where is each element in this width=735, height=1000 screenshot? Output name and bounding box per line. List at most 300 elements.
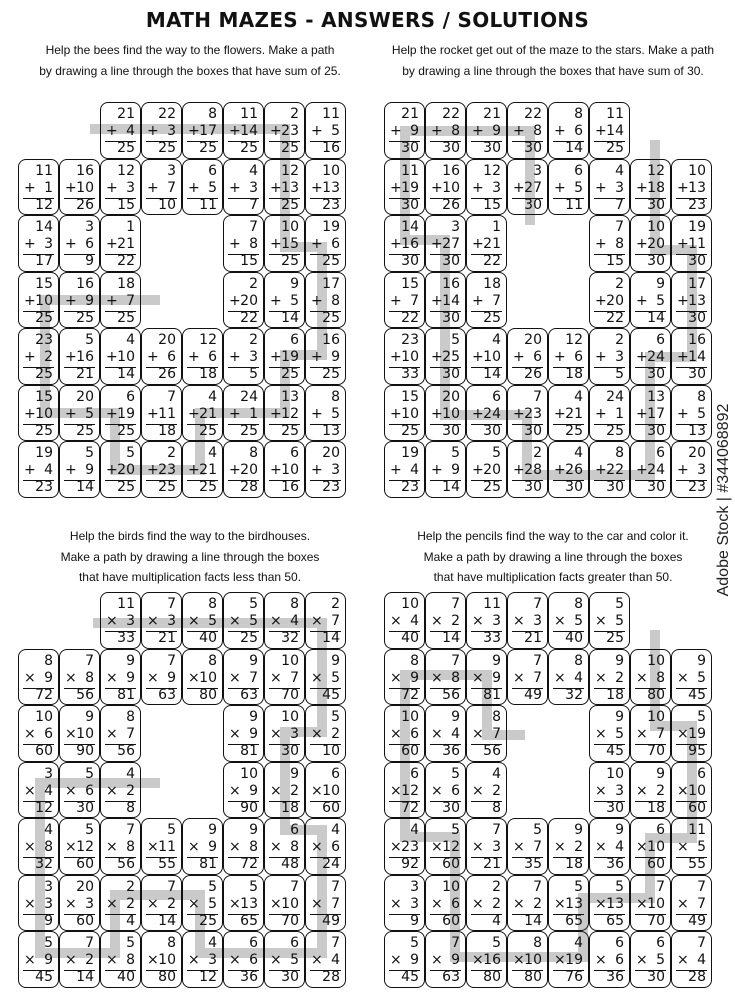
maze-cell[interactable] xyxy=(223,875,264,932)
result: 15 xyxy=(117,196,135,213)
maze-cell[interactable] xyxy=(466,705,507,762)
maze-cell[interactable] xyxy=(671,705,712,762)
instruction-line: Help the birds find the way to the birdhouses. xyxy=(69,529,311,543)
maze-cell[interactable] xyxy=(141,159,182,216)
maze-cell[interactable] xyxy=(264,649,305,706)
maze-cell[interactable] xyxy=(630,328,671,385)
second-operand: 17 xyxy=(647,405,665,422)
maze-cell[interactable] xyxy=(141,441,182,498)
result: 45 xyxy=(322,686,340,703)
result: 60 xyxy=(688,799,706,816)
operator: × xyxy=(431,613,443,629)
maze-cell[interactable] xyxy=(264,931,305,988)
second-operand: 17 xyxy=(199,123,217,139)
maze-cell[interactable] xyxy=(384,592,425,649)
second-operand: 6 xyxy=(249,952,258,968)
maze-cell[interactable] xyxy=(141,818,182,875)
maze-cell[interactable] xyxy=(100,592,141,649)
maze-cell[interactable] xyxy=(425,705,466,762)
result: 35 xyxy=(524,856,542,872)
result: 30 xyxy=(647,969,665,985)
maze-cell[interactable] xyxy=(425,931,466,988)
maze-cell[interactable] xyxy=(305,649,346,706)
maze-cell[interactable] xyxy=(671,818,712,875)
maze-cell[interactable] xyxy=(100,215,141,272)
maze-cell[interactable] xyxy=(630,875,671,932)
maze-cell[interactable] xyxy=(59,705,100,762)
maze-cell[interactable] xyxy=(548,818,589,875)
maze-cell[interactable] xyxy=(18,762,59,819)
maze-cell[interactable] xyxy=(466,649,507,706)
second-operand: 3 xyxy=(492,839,501,855)
result: 95 xyxy=(688,743,706,759)
maze-cell[interactable] xyxy=(630,705,671,762)
maze-cell[interactable] xyxy=(630,441,671,498)
maze-cell[interactable] xyxy=(18,649,59,706)
maze-cell[interactable] xyxy=(59,649,100,706)
maze-cell[interactable] xyxy=(630,272,671,329)
maze-cell[interactable] xyxy=(100,818,141,875)
first-operand: 23 xyxy=(35,332,53,348)
maze-cell[interactable] xyxy=(100,102,141,159)
maze-cell[interactable] xyxy=(100,159,141,216)
maze-3-birds-product-less-50 xyxy=(18,592,348,992)
maze-cell[interactable] xyxy=(589,762,630,819)
maze-cell[interactable] xyxy=(671,215,712,272)
operator: + xyxy=(390,462,402,478)
maze-cell[interactable] xyxy=(59,818,100,875)
maze-cell[interactable] xyxy=(264,215,305,272)
maze-cell[interactable] xyxy=(384,705,425,762)
second-operand: 2 xyxy=(126,895,135,912)
maze-cell[interactable] xyxy=(305,705,346,762)
maze-cell[interactable] xyxy=(223,931,264,988)
maze-cell[interactable] xyxy=(384,385,425,442)
maze-cell[interactable] xyxy=(589,102,630,159)
result: 18 xyxy=(565,366,583,382)
maze-cell[interactable] xyxy=(18,441,59,498)
maze-cell[interactable] xyxy=(182,592,223,649)
maze-cell[interactable] xyxy=(141,592,182,649)
maze-cell[interactable] xyxy=(548,592,589,649)
maze-cell[interactable] xyxy=(425,159,466,216)
maze-cell[interactable] xyxy=(18,328,59,385)
first-operand: 3 xyxy=(85,219,94,235)
operator: + xyxy=(147,349,159,365)
result: 4 xyxy=(492,912,501,929)
second-operand: 23 xyxy=(158,462,176,478)
maze-cell[interactable] xyxy=(671,272,712,329)
operator: × xyxy=(24,669,36,686)
maze-cell[interactable] xyxy=(182,328,223,385)
operator: + xyxy=(390,236,402,252)
maze-cell[interactable] xyxy=(548,102,589,159)
maze-cell[interactable] xyxy=(425,272,466,329)
maze-cell[interactable] xyxy=(507,592,548,649)
operator: × xyxy=(229,782,241,799)
maze-cell[interactable] xyxy=(305,875,346,932)
maze-cell[interactable] xyxy=(59,931,100,988)
maze-cell[interactable] xyxy=(100,931,141,988)
maze-cell[interactable] xyxy=(305,102,346,159)
second-operand: 5 xyxy=(331,123,340,139)
maze-cell[interactable] xyxy=(305,762,346,819)
result: 22 xyxy=(606,309,624,326)
second-operand: 5 xyxy=(331,669,340,686)
operator: × xyxy=(431,952,443,968)
maze-cell[interactable] xyxy=(59,441,100,498)
operator: × xyxy=(554,952,566,968)
maze-cell[interactable] xyxy=(182,441,223,498)
maze-cell[interactable] xyxy=(466,592,507,649)
maze-cell[interactable] xyxy=(425,215,466,272)
maze-cell[interactable] xyxy=(630,762,671,819)
maze-cell[interactable] xyxy=(223,818,264,875)
maze-cell[interactable] xyxy=(507,875,548,932)
maze-cell[interactable] xyxy=(466,102,507,159)
maze-cell[interactable] xyxy=(182,385,223,442)
maze-cell[interactable] xyxy=(589,818,630,875)
maze-cell[interactable] xyxy=(589,272,630,329)
maze-cell[interactable] xyxy=(671,159,712,216)
first-operand: 6 xyxy=(290,935,299,951)
result: 65 xyxy=(240,912,258,929)
maze-cell[interactable] xyxy=(182,159,223,216)
maze-cell[interactable] xyxy=(384,762,425,819)
maze-cell[interactable] xyxy=(141,328,182,385)
maze-cell[interactable] xyxy=(384,215,425,272)
maze-cell[interactable] xyxy=(59,762,100,819)
maze-cell[interactable] xyxy=(223,102,264,159)
maze-cell[interactable] xyxy=(384,159,425,216)
result: 13 xyxy=(688,422,706,439)
second-operand: 3 xyxy=(615,349,624,365)
maze-cell[interactable] xyxy=(59,272,100,329)
operator: + xyxy=(147,179,159,196)
maze-cell[interactable] xyxy=(182,931,223,988)
operator: × xyxy=(188,839,200,855)
operator: + xyxy=(311,236,323,252)
maze-cell[interactable] xyxy=(18,931,59,988)
second-operand: 12 xyxy=(76,839,94,855)
maze-cell[interactable] xyxy=(425,441,466,498)
result: 25 xyxy=(240,140,258,156)
maze-cell[interactable] xyxy=(384,272,425,329)
maze-cell[interactable] xyxy=(548,931,589,988)
maze-cell[interactable] xyxy=(18,875,59,932)
maze-cell[interactable] xyxy=(223,441,264,498)
maze-cell[interactable] xyxy=(384,931,425,988)
second-operand: 8 xyxy=(249,839,258,855)
maze-cell[interactable] xyxy=(264,272,305,329)
second-operand: 5 xyxy=(574,613,583,629)
maze-cell[interactable] xyxy=(305,272,346,329)
first-operand: 7 xyxy=(615,219,624,235)
maze-cell[interactable] xyxy=(223,328,264,385)
maze-cell[interactable] xyxy=(671,328,712,385)
maze-cell[interactable] xyxy=(18,818,59,875)
maze-cell[interactable] xyxy=(630,215,671,272)
result: 30 xyxy=(442,253,460,269)
maze-cell[interactable] xyxy=(425,385,466,442)
maze-cell[interactable] xyxy=(507,102,548,159)
maze-cell[interactable] xyxy=(466,159,507,216)
maze-cell[interactable] xyxy=(18,159,59,216)
maze-cell[interactable] xyxy=(100,385,141,442)
first-operand: 6 xyxy=(331,765,340,782)
maze-cell[interactable] xyxy=(384,649,425,706)
page-title: MATH MAZES - ANSWERS / SOLUTIONS xyxy=(145,8,590,32)
maze-cell[interactable] xyxy=(548,159,589,216)
maze-cell[interactable] xyxy=(18,385,59,442)
result: 72 xyxy=(401,799,419,816)
maze-cell[interactable] xyxy=(466,328,507,385)
maze-cell[interactable] xyxy=(548,441,589,498)
maze-cell[interactable] xyxy=(223,705,264,762)
maze-cell[interactable] xyxy=(589,649,630,706)
second-operand: 8 xyxy=(85,669,94,686)
maze-cell[interactable] xyxy=(507,818,548,875)
maze-cell[interactable] xyxy=(223,385,264,442)
second-operand: 6 xyxy=(574,123,583,139)
maze-cell[interactable] xyxy=(264,705,305,762)
maze-cell[interactable] xyxy=(141,102,182,159)
first-operand: 8 xyxy=(615,445,624,461)
second-operand: 10 xyxy=(35,405,53,422)
maze-cell[interactable] xyxy=(59,159,100,216)
first-operand: 11 xyxy=(688,822,706,838)
operator: + xyxy=(513,179,525,196)
maze-cell[interactable] xyxy=(548,328,589,385)
maze-cell[interactable] xyxy=(305,931,346,988)
maze-cell[interactable] xyxy=(264,385,305,442)
maze-cell[interactable] xyxy=(589,159,630,216)
maze-cell[interactable] xyxy=(507,159,548,216)
maze-cell[interactable] xyxy=(223,159,264,216)
result: 56 xyxy=(117,856,135,872)
result: 28 xyxy=(688,969,706,985)
maze-cell[interactable] xyxy=(548,385,589,442)
first-operand: 14 xyxy=(35,219,53,235)
maze-cell[interactable] xyxy=(384,875,425,932)
maze-cell[interactable] xyxy=(466,441,507,498)
maze-cell[interactable] xyxy=(141,931,182,988)
maze-cell[interactable] xyxy=(630,931,671,988)
maze-cell[interactable] xyxy=(466,215,507,272)
maze-cell[interactable] xyxy=(182,818,223,875)
maze-cell[interactable] xyxy=(264,328,305,385)
maze-cell[interactable] xyxy=(223,215,264,272)
first-operand: 15 xyxy=(401,275,419,292)
maze-cell[interactable] xyxy=(466,875,507,932)
maze-cell[interactable] xyxy=(305,159,346,216)
maze-cell[interactable] xyxy=(100,875,141,932)
maze-cell[interactable] xyxy=(305,215,346,272)
maze-cell[interactable] xyxy=(305,328,346,385)
maze-cell[interactable] xyxy=(223,592,264,649)
maze-cell[interactable] xyxy=(384,102,425,159)
first-operand: 7 xyxy=(533,878,542,895)
maze-cell[interactable] xyxy=(18,272,59,329)
maze-cell[interactable] xyxy=(425,328,466,385)
maze-cell[interactable] xyxy=(671,931,712,988)
operator: × xyxy=(147,669,159,686)
maze-cell[interactable] xyxy=(100,272,141,329)
maze-cell[interactable] xyxy=(100,328,141,385)
maze-cell[interactable] xyxy=(18,705,59,762)
result: 18 xyxy=(158,422,176,439)
maze-cell[interactable] xyxy=(384,818,425,875)
maze-cell[interactable] xyxy=(425,102,466,159)
second-operand: 10 xyxy=(281,462,299,478)
maze-cell[interactable] xyxy=(671,875,712,932)
result: 30 xyxy=(524,422,542,439)
maze-cell[interactable] xyxy=(182,649,223,706)
maze-cell[interactable] xyxy=(305,592,346,649)
first-operand: 4 xyxy=(126,765,135,782)
maze-cell[interactable] xyxy=(305,441,346,498)
result: 30 xyxy=(647,196,665,213)
second-operand: 10 xyxy=(647,839,665,855)
maze-cell[interactable] xyxy=(100,649,141,706)
maze-cell[interactable] xyxy=(589,705,630,762)
maze-cell[interactable] xyxy=(264,102,305,159)
maze-cell[interactable] xyxy=(305,385,346,442)
maze-cell[interactable] xyxy=(507,328,548,385)
result: 63 xyxy=(442,969,460,985)
maze-cell[interactable] xyxy=(182,875,223,932)
maze-cell[interactable] xyxy=(59,385,100,442)
maze-cell[interactable] xyxy=(671,385,712,442)
maze-cell[interactable] xyxy=(264,875,305,932)
result: 26 xyxy=(524,366,542,382)
maze-cell[interactable] xyxy=(100,441,141,498)
second-operand: 5 xyxy=(697,839,706,855)
first-operand: 5 xyxy=(410,935,419,951)
maze-cell[interactable] xyxy=(305,818,346,875)
maze-cell[interactable] xyxy=(466,818,507,875)
second-operand: 9 xyxy=(492,123,501,139)
first-operand: 7 xyxy=(331,935,340,951)
maze-cell[interactable] xyxy=(630,385,671,442)
maze-cell[interactable] xyxy=(59,328,100,385)
second-operand: 7 xyxy=(533,839,542,855)
maze-cell[interactable] xyxy=(630,649,671,706)
maze-cell[interactable] xyxy=(466,272,507,329)
maze-cell[interactable] xyxy=(671,649,712,706)
maze-cell[interactable] xyxy=(425,762,466,819)
operator: + xyxy=(554,123,566,139)
maze-cell[interactable] xyxy=(141,385,182,442)
maze-cell[interactable] xyxy=(141,875,182,932)
maze-cell[interactable] xyxy=(507,441,548,498)
operator: × xyxy=(65,782,77,799)
first-operand: 8 xyxy=(249,445,258,461)
operator: + xyxy=(65,236,77,252)
maze-cell[interactable] xyxy=(100,762,141,819)
maze-cell[interactable] xyxy=(384,441,425,498)
result: 81 xyxy=(117,686,135,703)
maze-cell[interactable] xyxy=(589,875,630,932)
maze-cell[interactable] xyxy=(589,441,630,498)
first-operand: 5 xyxy=(331,709,340,725)
maze-cell[interactable] xyxy=(630,818,671,875)
first-operand: 4 xyxy=(44,822,53,838)
maze-cell[interactable] xyxy=(671,441,712,498)
maze-cell[interactable] xyxy=(59,875,100,932)
maze-cell[interactable] xyxy=(425,875,466,932)
second-operand: 4 xyxy=(290,613,299,629)
first-operand: 2 xyxy=(533,445,542,461)
maze-cell[interactable] xyxy=(507,931,548,988)
maze-cell[interactable] xyxy=(182,102,223,159)
maze-cell[interactable] xyxy=(59,215,100,272)
first-operand: 3 xyxy=(410,878,419,895)
result: 10 xyxy=(158,196,176,213)
second-operand: 7 xyxy=(410,292,419,309)
maze-cell[interactable] xyxy=(466,762,507,819)
second-operand: 3 xyxy=(615,179,624,196)
maze-cell[interactable] xyxy=(425,649,466,706)
maze-cell[interactable] xyxy=(264,762,305,819)
operator: × xyxy=(311,726,323,742)
maze-cell[interactable] xyxy=(507,649,548,706)
first-operand: 5 xyxy=(249,596,258,612)
maze-cell[interactable] xyxy=(589,215,630,272)
maze-cell[interactable] xyxy=(548,649,589,706)
maze-cell[interactable] xyxy=(589,592,630,649)
maze-cell[interactable] xyxy=(425,592,466,649)
operator: + xyxy=(472,236,484,252)
operator: + xyxy=(636,462,648,478)
maze-cell[interactable] xyxy=(466,931,507,988)
maze-cell[interactable] xyxy=(384,328,425,385)
first-operand: 7 xyxy=(533,652,542,669)
first-operand: 9 xyxy=(290,275,299,292)
operator: + xyxy=(677,292,689,309)
first-operand: 18 xyxy=(117,275,135,292)
first-operand: 10 xyxy=(401,596,419,612)
first-operand: 5 xyxy=(85,445,94,461)
maze-cell[interactable] xyxy=(548,875,589,932)
operator: × xyxy=(229,613,241,629)
maze-cell[interactable] xyxy=(223,762,264,819)
maze-cell[interactable] xyxy=(18,215,59,272)
result: 16 xyxy=(322,140,340,156)
maze-cell[interactable] xyxy=(141,649,182,706)
maze-cell[interactable] xyxy=(264,818,305,875)
first-operand: 15 xyxy=(401,388,419,405)
maze-cell[interactable] xyxy=(223,649,264,706)
operator: + xyxy=(431,123,443,139)
maze-cell[interactable] xyxy=(589,931,630,988)
maze-cell[interactable] xyxy=(100,705,141,762)
maze-cell[interactable] xyxy=(466,385,507,442)
maze-cell[interactable] xyxy=(264,441,305,498)
maze-cell[interactable] xyxy=(671,762,712,819)
operator: + xyxy=(636,236,648,252)
second-operand: 3 xyxy=(533,613,542,629)
maze-cell[interactable] xyxy=(425,818,466,875)
maze-cell[interactable] xyxy=(264,159,305,216)
second-operand: 10 xyxy=(524,952,542,968)
maze-cell[interactable] xyxy=(507,385,548,442)
maze-cell[interactable] xyxy=(264,592,305,649)
maze-cell[interactable] xyxy=(589,385,630,442)
maze-cell[interactable] xyxy=(630,159,671,216)
maze-cell[interactable] xyxy=(589,328,630,385)
maze-cell[interactable] xyxy=(223,272,264,329)
